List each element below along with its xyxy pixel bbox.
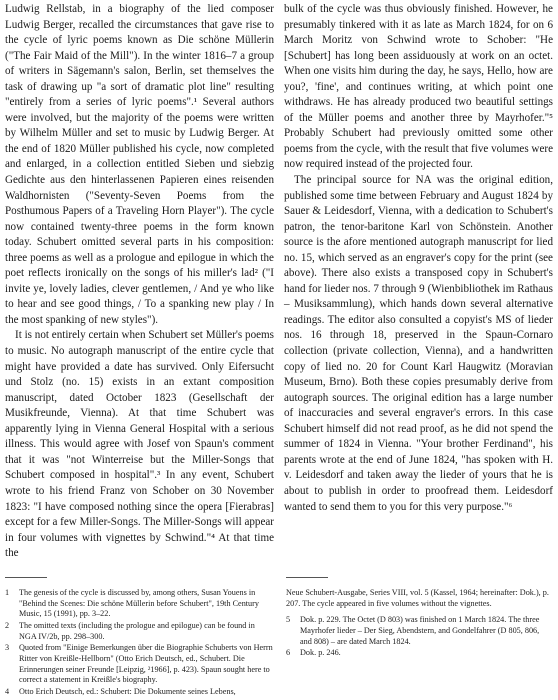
footnote-number: 2 xyxy=(5,620,10,630)
left-column-text xyxy=(5,2,274,562)
paragraph: Ludwig Rellstab, in a biography of the lied composer Ludwig Berger, recalled the circumstances that gave rise to the cycle of lyric poems known as Die schöne Müllerin ("The Fair Maid of the Mill"). In the winter 1816–7 a group of writers in Sägemann's salon, Berlin, set themselves the task of drawing up "a sort of dramatic plot line" resulting "entirely from a series of lyric poems".¹ Several authors were involved, but the majority of the poems were written by Wilhelm Müller and set to music by Ludwig Berger. At the end of 1820 Müller published his cycle, now completed and enlarged, in a collection entitled Sieben und siebzig Gedichte aus den hinterlassenen Papieren eines reisenden Waldhornisten ("Seventy-Seven Poems from the Posthumous Papers of a Traveling Horn Player"). The cycle now contained twenty-three poems in the form known today. Schubert omitted several parts in his composition: three poems as well as a prologue and epilogue in which the poet reflects ironically on the songs of his miller's lad² ("I invite ye, lovely ladies, clever gentlemen, / And ye who like to hear and see good things, / To a spanking new play / In the most spanking of new styles"). xyxy=(5,3,274,326)
paragraph: The principal source for NA was the original edition, published some time between February and August 1824 by Sauer & Leidesdorf, Vienna, with a dedication to Schubert's patron, the tenor-baritone Karl von Schönstein. Another source is the afore mentioned autograph manuscript for lied no. 15, which served as an engraver's copy for the print (see above). There also exists a transposed copy in Schubert's hand for lieder nos. 7 through 9 (Wienbibliothek im Rathaus – Musiksammlung), which hands down several alternative readings. The editor also consulted a copyist's MS of lieder nos. 16 through 18, preserved in the Spaun-Cornaro collection (private collection, Vienna), and a handwritten copy of lied no. 20 for Count Karl Haugwitz (Moravian Museum, Brno). Both these copies presumably derive from autograph sources. The original edition has a large number of inaccuracies and several engraver's errors. In this case Schubert himself did not read proof, as he did not spend the summer of 1824 in Vienna. "Your brother Ferdinand", his parents wrote at the end of June 1824, "has spoken with H. v. Leidesdorf and taken away the lieder of yours that he is about to publish in order to proofread them. Leidesdorf wanted to send them to you for this very purpose."⁶ xyxy=(284,174,553,513)
footnote-number: 3 xyxy=(5,643,10,653)
footnote-number: 6 xyxy=(286,648,291,658)
footnote-number: 5 xyxy=(286,615,291,625)
footnote-text: Otto Erich Deutsch, ed.: Schubert: Die Dokumente seines Lebens, xyxy=(19,686,236,696)
left-column xyxy=(5,2,274,562)
footnote-divider xyxy=(5,577,47,578)
footnote-continuation xyxy=(286,588,552,609)
footnote xyxy=(286,648,552,659)
footnote-text: Dok. p. 246. xyxy=(300,648,341,658)
footnote-text: Dok. p. 229. The Octet (D 803) was finished on 1 March 1824. The three Mayrhofer lieder – Der Sieg, Abendstern, and Gondelfahrer (D 805, 806, and 808) – are dated March 1824. xyxy=(300,615,540,646)
footnote xyxy=(286,615,552,647)
footnote xyxy=(5,687,274,698)
footnotes-left xyxy=(5,588,274,698)
footnote xyxy=(5,643,274,686)
footnote-number: 4 xyxy=(5,686,10,696)
footnote-text: The genesis of the cycle is discussed by, among others, Susan Youens in "Behind the Scenes: Die schöne Müllerin before Schubert", 19th Century Music, 15 (1991), pp. 3–22. xyxy=(19,588,259,619)
footnote xyxy=(5,621,274,642)
paragraph: bulk of the cycle was thus obviously finished. However, he presumably tinkered with it as late as March 1824, for on 6 March Moritz von Schwind wrote to Schober: "He [Schubert] has long been assiduously at work on an octet. When one visits him during the day, he says, Hello, how are you?, 'fine', and continues writing, at which point one withdraws. He has already produced two beautiful settings of the Müller poems and another three by Mayrhofer."⁵ Probably Schubert had previously omitted some other poems from the cycle, with the result that five volumes were now required instead of the projected four. xyxy=(284,3,553,171)
footnote-text: Quoted from "Einige Bemerkungen über die Biographie Schuberts von Herrn Ritter von Kreißle-Hellborn" (Otto Erich Deutsch, ed., Schubert. Die Erinnerungen seiner Freunde [Leipzig, ²1966], p. 423). Spaun sought here to correct a statement in Kreißle's biography. xyxy=(19,643,273,685)
footnote xyxy=(5,588,274,620)
footnote-divider xyxy=(286,577,328,578)
right-column xyxy=(284,2,553,515)
paragraph: It is not entirely certain when Schubert set Müller's poems to music. No autograph manuscript of the entire cycle that might have provided a date has survived. Only Eifersucht und Stolz (no. 15) exists in an extant composition manuscript, dated October 1823 (Gesellschaft der Musikfreunde, Vienna). At that time Schubert was apparently lying in Vienna General Hospital with a serious illness. This would agree with Josef von Spaun's comment that it was "not Winterreise but the Miller-Songs that Schubert composed in hospital".³ In any event, Schubert wrote to his friend Franz von Schober on 30 November 1823: "I have composed nothing since the opera [Fierabras] except for a few Miller-Songs. The Miller-Songs will appear in four volumes with vignettes by Schwind."⁴ At that time the xyxy=(5,329,274,560)
footnote-number: 1 xyxy=(5,588,10,597)
right-column-text xyxy=(284,2,553,515)
footnote-text: The omitted texts (including the prologue and epilogue) can be found in NGA IV/2b, pp. 298–300. xyxy=(19,620,255,641)
footnote-text: Neue Schubert-Ausgabe, Series VIII, vol. 5 (Kassel, 1964; hereinafter: Dok.), p. 207. The cycle appeared in five volumes without the vignettes. xyxy=(286,588,549,608)
footnotes-right xyxy=(286,588,552,660)
